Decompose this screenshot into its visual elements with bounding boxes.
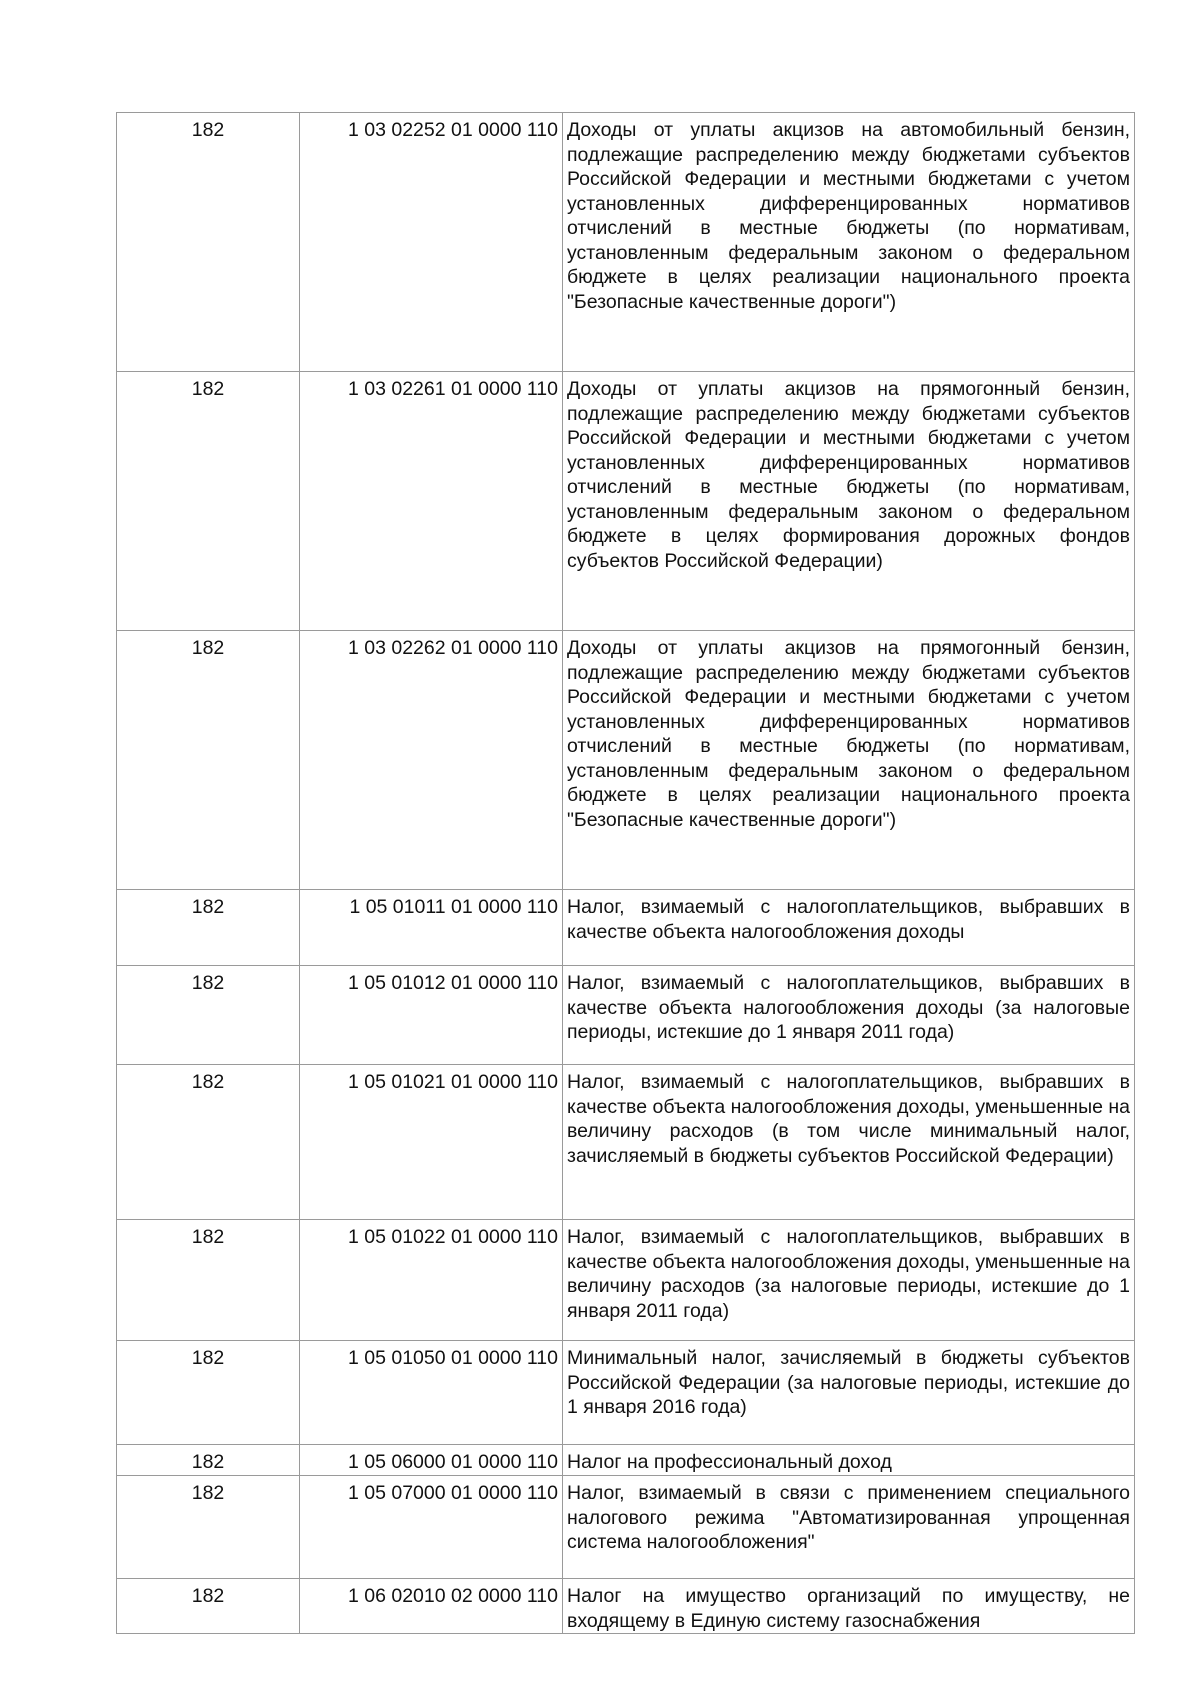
description-cell: Доходы от уплаты акцизов на прямогонный бензин, подлежащие распределению между бюджетами субъектов Российской Федерации и местными бюджетами с учетом установленных дифференцированных нормативов отчислений в местные бюджеты (по нормативам, установленным федеральным законом о федеральном бюджете в целях формирования дорожных фондов субъектов Российской Федерации) — [563, 372, 1135, 631]
table-row — [117, 966, 1135, 1065]
table-row — [117, 113, 1135, 372]
kbk-code-cell: 1 03 02262 01 0000 110 — [300, 631, 563, 890]
kbk-code-cell: 1 05 01012 01 0000 110 — [300, 966, 563, 1065]
description-cell: Доходы от уплаты акцизов на автомобильный бензин, подлежащие распределению между бюджетами субъектов Российской Федерации и местными бюджетами с учетом установленных дифференцированных нормативов отчислений в местные бюджеты (по нормативам, установленным федеральным законом о федеральном бюджете в целях реализации национального проекта "Безопасные качественные дороги") — [563, 113, 1135, 372]
admin-code-cell: 182 — [117, 966, 300, 1065]
description-cell: Налог, взимаемый с налогоплательщиков, выбравших в качестве объекта налогообложения доходы — [563, 890, 1135, 966]
admin-code-cell: 182 — [117, 631, 300, 890]
admin-code-cell: 182 — [117, 1445, 300, 1476]
table-row — [117, 1579, 1135, 1634]
table-row — [117, 1341, 1135, 1445]
table-row — [117, 1220, 1135, 1341]
table-row — [117, 1476, 1135, 1579]
description-cell: Минимальный налог, зачисляемый в бюджеты субъектов Российской Федерации (за налоговые периоды, истекшие до 1 января 2016 года) — [563, 1341, 1135, 1445]
kbk-code-cell: 1 06 02010 02 0000 110 — [300, 1579, 563, 1634]
description-cell: Налог, взимаемый с налогоплательщиков, выбравших в качестве объекта налогообложения доходы, уменьшенные на величину расходов (за налоговые периоды, истекшие до 1 января 2011 года) — [563, 1220, 1135, 1341]
kbk-code-cell: 1 03 02261 01 0000 110 — [300, 372, 563, 631]
table-row — [117, 372, 1135, 631]
kbk-code-cell: 1 05 01021 01 0000 110 — [300, 1065, 563, 1220]
admin-code-cell: 182 — [117, 1579, 300, 1634]
description-cell: Налог, взимаемый с налогоплательщиков, выбравших в качестве объекта налогообложения доходы, уменьшенные на величину расходов (в том числе минимальный налог, зачисляемый в бюджеты субъектов Российской Федерации) — [563, 1065, 1135, 1220]
table-row — [117, 890, 1135, 966]
kbk-code-cell: 1 05 01022 01 0000 110 — [300, 1220, 563, 1341]
table-row — [117, 631, 1135, 890]
description-cell: Налог на имущество организаций по имуществу, не входящему в Единую систему газоснабжения — [563, 1579, 1135, 1634]
description-cell: Налог на профессиональный доход — [563, 1445, 1135, 1476]
admin-code-cell: 182 — [117, 372, 300, 631]
admin-code-cell: 182 — [117, 1476, 300, 1579]
revenue-codes-table — [116, 112, 1135, 1634]
admin-code-cell: 182 — [117, 1341, 300, 1445]
admin-code-cell: 182 — [117, 890, 300, 966]
admin-code-cell: 182 — [117, 1065, 300, 1220]
admin-code-cell: 182 — [117, 113, 300, 372]
kbk-code-cell: 1 05 06000 01 0000 110 — [300, 1445, 563, 1476]
description-cell: Налог, взимаемый в связи с применением специального налогового режима "Автоматизированная упрощенная система налогообложения" — [563, 1476, 1135, 1579]
table-row — [117, 1445, 1135, 1476]
table-row — [117, 1065, 1135, 1220]
kbk-code-cell: 1 05 01011 01 0000 110 — [300, 890, 563, 966]
kbk-code-cell: 1 05 07000 01 0000 110 — [300, 1476, 563, 1579]
description-cell: Налог, взимаемый с налогоплательщиков, выбравших в качестве объекта налогообложения доходы (за налоговые периоды, истекшие до 1 января 2011 года) — [563, 966, 1135, 1065]
kbk-code-cell: 1 03 02252 01 0000 110 — [300, 113, 563, 372]
description-cell: Доходы от уплаты акцизов на прямогонный бензин, подлежащие распределению между бюджетами субъектов Российской Федерации и местными бюджетами с учетом установленных дифференцированных нормативов отчислений в местные бюджеты (по нормативам, установленным федеральным законом о федеральном бюджете в целях реализации национального проекта "Безопасные качественные дороги") — [563, 631, 1135, 890]
kbk-code-cell: 1 05 01050 01 0000 110 — [300, 1341, 563, 1445]
admin-code-cell: 182 — [117, 1220, 300, 1341]
